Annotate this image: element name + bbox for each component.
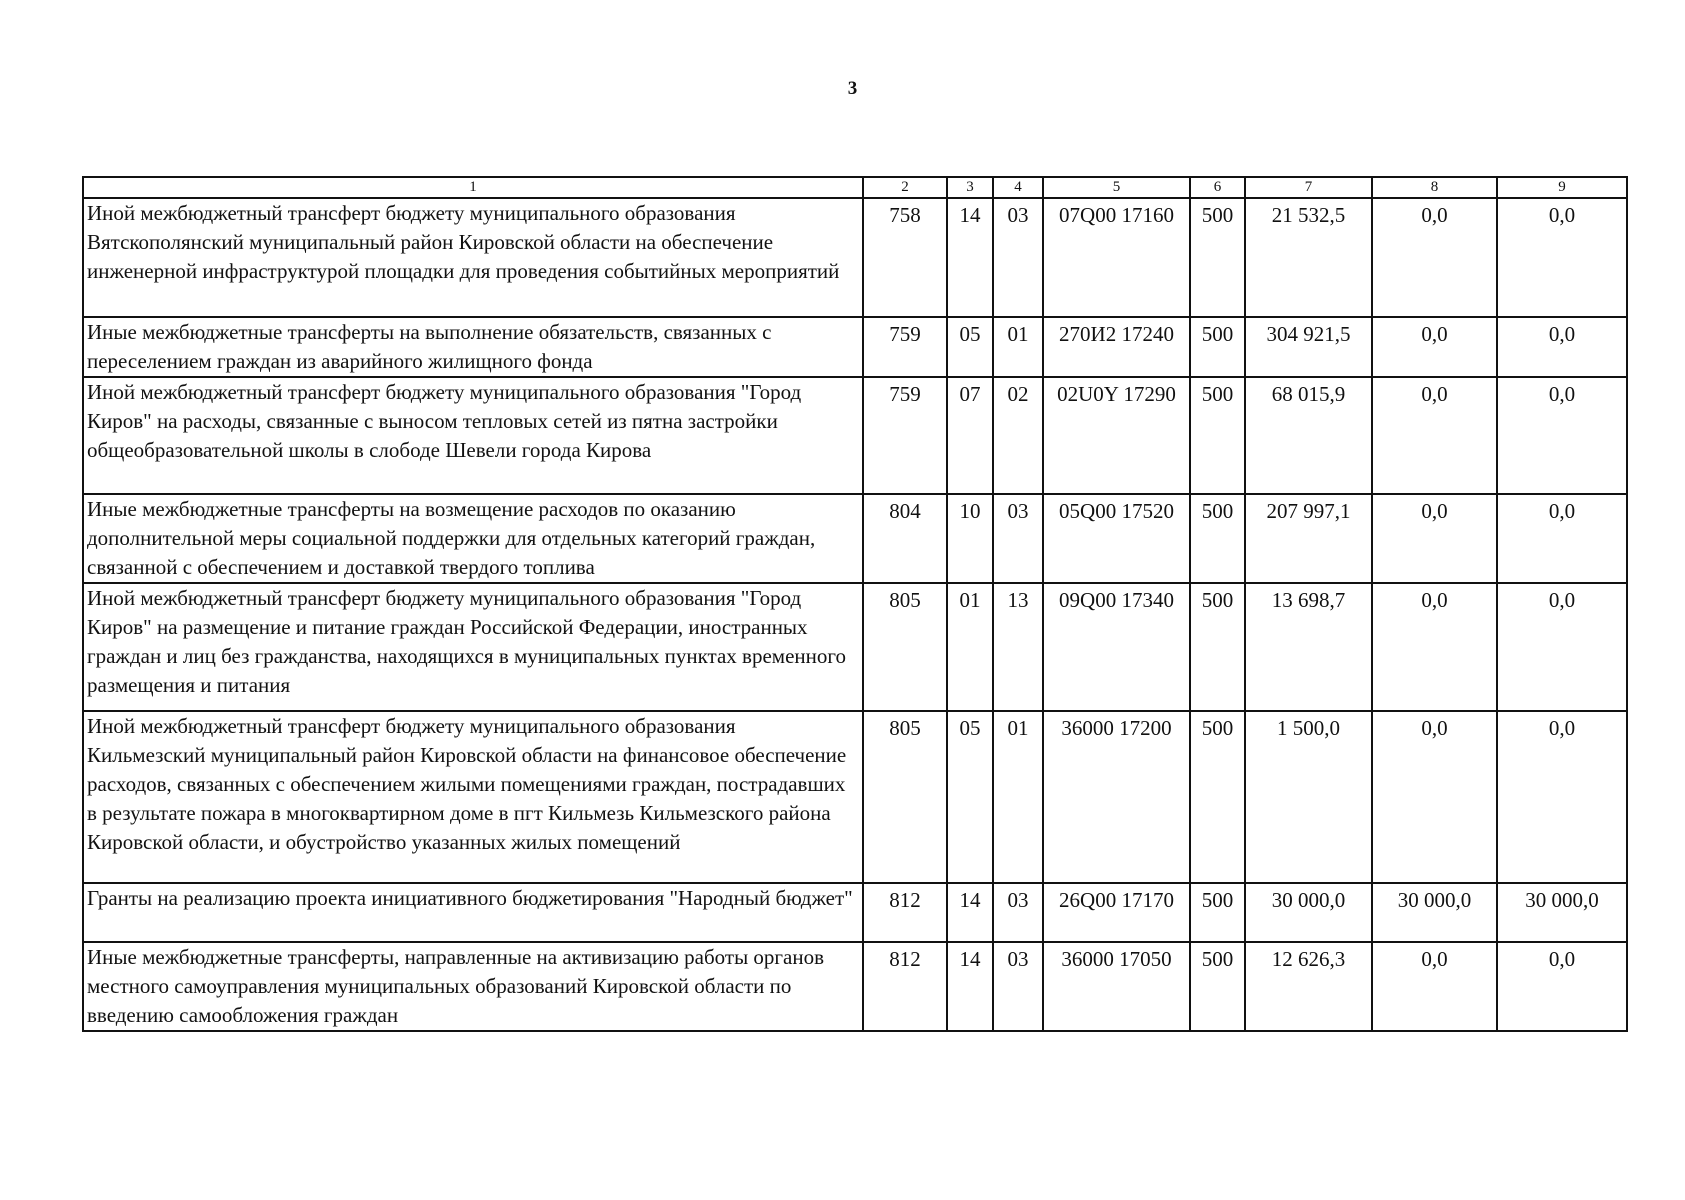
cell-col9: 0,0 xyxy=(1497,377,1627,494)
cell-col5: 26Q00 17170 xyxy=(1043,883,1190,942)
cell-col8: 30 000,0 xyxy=(1372,883,1497,942)
row-description: Иной межбюджетный трансферт бюджету муниципального образования Вятскополянский муниципальный район Кировской области на обеспечение инженерной инфраструктурой площадки для проведения событийных мероприятий xyxy=(83,198,863,317)
cell-col4: 01 xyxy=(993,317,1043,377)
cell-col4: 02 xyxy=(993,377,1043,494)
table-row xyxy=(83,317,1627,377)
cell-col7: 12 626,3 xyxy=(1245,942,1372,1031)
row-description: Иные межбюджетные трансферты на выполнение обязательств, связанных с переселением граждан из аварийного жилищного фонда xyxy=(83,317,863,377)
column-header: 2 xyxy=(863,177,947,198)
cell-col5: 02U0Y 17290 xyxy=(1043,377,1190,494)
cell-col8: 0,0 xyxy=(1372,317,1497,377)
column-header: 8 xyxy=(1372,177,1497,198)
row-description: Иные межбюджетные трансферты, направленные на активизацию работы органов местного самоуправления муниципальных образований Кировской области по введению самообложения граждан xyxy=(83,942,863,1031)
table-row xyxy=(83,711,1627,883)
cell-col9: 0,0 xyxy=(1497,711,1627,883)
cell-col7: 13 698,7 xyxy=(1245,583,1372,711)
cell-col6: 500 xyxy=(1190,377,1245,494)
cell-col3: 01 xyxy=(947,583,993,711)
table-row xyxy=(83,883,1627,942)
cell-col6: 500 xyxy=(1190,711,1245,883)
cell-col2: 812 xyxy=(863,883,947,942)
cell-col6: 500 xyxy=(1190,942,1245,1031)
cell-col9: 0,0 xyxy=(1497,942,1627,1031)
cell-col4: 01 xyxy=(993,711,1043,883)
column-header: 9 xyxy=(1497,177,1627,198)
cell-col7: 304 921,5 xyxy=(1245,317,1372,377)
row-description: Гранты на реализацию проекта инициативного бюджетирования "Народный бюджет" xyxy=(83,883,863,942)
column-header: 1 xyxy=(83,177,863,198)
cell-col2: 758 xyxy=(863,198,947,317)
row-description: Иной межбюджетный трансферт бюджету муниципального образования Кильмезский муниципальный район Кировской области на финансовое обеспечение расходов, связанных с обеспечением жилыми помещениями граждан, пострадавших в результате пожара в многоквартирном доме в пгт Кильмезь Кильмезского района Кировской области, и обустройство указанных жилых помещений xyxy=(83,711,863,883)
cell-col3: 14 xyxy=(947,942,993,1031)
cell-col4: 03 xyxy=(993,942,1043,1031)
cell-col6: 500 xyxy=(1190,583,1245,711)
column-header: 4 xyxy=(993,177,1043,198)
cell-col3: 05 xyxy=(947,711,993,883)
cell-col2: 805 xyxy=(863,711,947,883)
cell-col5: 07Q00 17160 xyxy=(1043,198,1190,317)
cell-col5: 36000 17050 xyxy=(1043,942,1190,1031)
cell-col7: 1 500,0 xyxy=(1245,711,1372,883)
column-header: 5 xyxy=(1043,177,1190,198)
row-description: Иные межбюджетные трансферты на возмещение расходов по оказанию дополнительной меры социальной поддержки для отдельных категорий граждан, связанной с обеспечением и доставкой твердого топлива xyxy=(83,494,863,583)
cell-col7: 68 015,9 xyxy=(1245,377,1372,494)
column-header: 6 xyxy=(1190,177,1245,198)
table-row xyxy=(83,377,1627,494)
row-description: Иной межбюджетный трансферт бюджету муниципального образования "Город Киров" на размещение и питание граждан Российской Федерации, иностранных граждан и лиц без гражданства, находящихся в муниципальных пунктах временного размещения и питания xyxy=(83,583,863,711)
cell-col8: 0,0 xyxy=(1372,198,1497,317)
cell-col2: 759 xyxy=(863,377,947,494)
table-row xyxy=(83,942,1627,1031)
cell-col5: 36000 17200 xyxy=(1043,711,1190,883)
column-header: 3 xyxy=(947,177,993,198)
table-header-row xyxy=(83,177,1627,198)
table-row xyxy=(83,198,1627,317)
cell-col6: 500 xyxy=(1190,883,1245,942)
cell-col9: 0,0 xyxy=(1497,198,1627,317)
cell-col8: 0,0 xyxy=(1372,942,1497,1031)
table-row xyxy=(83,494,1627,583)
cell-col2: 804 xyxy=(863,494,947,583)
cell-col4: 03 xyxy=(993,883,1043,942)
cell-col4: 03 xyxy=(993,494,1043,583)
cell-col3: 10 xyxy=(947,494,993,583)
cell-col9: 0,0 xyxy=(1497,494,1627,583)
cell-col9: 0,0 xyxy=(1497,317,1627,377)
cell-col3: 14 xyxy=(947,198,993,317)
budget-transfers-table xyxy=(82,176,1628,1032)
cell-col4: 13 xyxy=(993,583,1043,711)
cell-col9: 30 000,0 xyxy=(1497,883,1627,942)
cell-col8: 0,0 xyxy=(1372,711,1497,883)
cell-col8: 0,0 xyxy=(1372,377,1497,494)
cell-col8: 0,0 xyxy=(1372,494,1497,583)
table-row xyxy=(83,583,1627,711)
cell-col9: 0,0 xyxy=(1497,583,1627,711)
cell-col6: 500 xyxy=(1190,317,1245,377)
cell-col5: 270И2 17240 xyxy=(1043,317,1190,377)
cell-col5: 09Q00 17340 xyxy=(1043,583,1190,711)
cell-col2: 812 xyxy=(863,942,947,1031)
cell-col7: 207 997,1 xyxy=(1245,494,1372,583)
cell-col2: 759 xyxy=(863,317,947,377)
row-description: Иной межбюджетный трансферт бюджету муниципального образования "Город Киров" на расходы, связанные с выносом тепловых сетей из пятна застройки общеобразовательной школы в слободе Шевели города Кирова xyxy=(83,377,863,494)
cell-col7: 30 000,0 xyxy=(1245,883,1372,942)
cell-col7: 21 532,5 xyxy=(1245,198,1372,317)
cell-col2: 805 xyxy=(863,583,947,711)
cell-col3: 07 xyxy=(947,377,993,494)
cell-col4: 03 xyxy=(993,198,1043,317)
page-number: 3 xyxy=(847,78,858,99)
cell-col6: 500 xyxy=(1190,494,1245,583)
cell-col3: 05 xyxy=(947,317,993,377)
column-header: 7 xyxy=(1245,177,1372,198)
cell-col3: 14 xyxy=(947,883,993,942)
cell-col5: 05Q00 17520 xyxy=(1043,494,1190,583)
cell-col6: 500 xyxy=(1190,198,1245,317)
cell-col8: 0,0 xyxy=(1372,583,1497,711)
